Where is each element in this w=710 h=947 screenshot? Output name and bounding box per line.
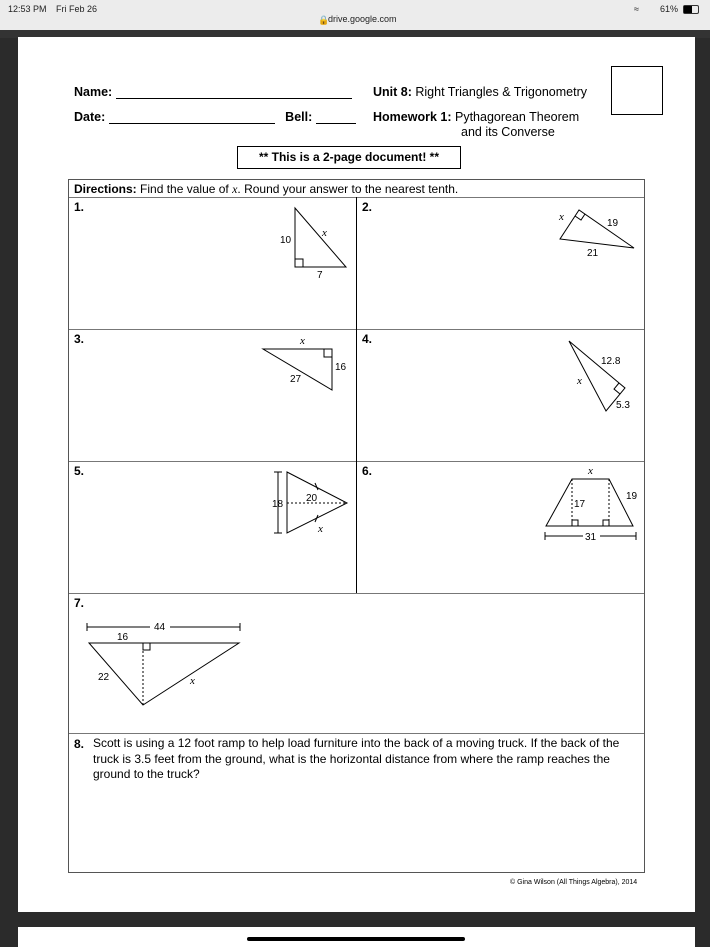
svg-text:44: 44 [154,622,166,633]
svg-text:x: x [559,211,564,223]
problem-3-number: 3. [74,332,85,346]
unit-title: Unit 8: Right Triangles & Trigonometry [373,85,587,99]
battery-percent: 61% [660,4,679,14]
svg-text:x: x [588,465,593,477]
lock-icon: 🔒 [318,15,330,25]
svg-text:27: 27 [290,374,302,385]
problem-5-number: 5. [74,464,85,478]
svg-text:x: x [318,523,323,535]
problem-1-number: 1. [74,200,85,214]
problem-8-number: 8. [74,737,85,751]
svg-text:22: 22 [98,672,110,683]
homework-subtitle: and its Converse [461,125,555,139]
svg-text:5.3: 5.3 [616,400,630,411]
svg-text:16: 16 [117,632,129,643]
status-time: 12:53 PM [8,4,47,14]
homework-title: Homework 1: Pythagorean Theorem [373,110,580,124]
copyright: © Gina Wilson (All Things Algebra), 2014 [510,879,638,886]
svg-text:17: 17 [574,499,586,510]
svg-text:7: 7 [317,270,323,281]
problem-7-number: 7. [74,596,85,610]
status-date: Fri Feb 26 [56,4,98,14]
svg-text:21: 21 [587,248,599,259]
figure-1-triangle [280,208,346,281]
url-bar[interactable]: drive.google.com [328,14,397,24]
svg-text:12.8: 12.8 [601,356,621,367]
figure-4-triangle [569,341,630,411]
svg-text:18: 18 [272,499,284,510]
svg-text:19: 19 [607,218,619,229]
figure-3-triangle [263,335,347,390]
problem-2-number: 2. [362,200,373,214]
name-field: Name: [74,85,352,99]
figure-7-triangle [87,622,240,705]
wifi-icon: ≈ [634,4,639,14]
problem-4-number: 4. [362,332,373,346]
date-field: Date: Bell: [74,110,356,124]
notice-box: ** This is a 2-page document! ** [237,146,461,169]
svg-text:x: x [577,375,582,387]
directions: Directions: Find the value of x. Round your answer to the nearest tenth. [74,182,459,196]
svg-text:10: 10 [280,235,292,246]
problem-6-number: 6. [362,464,373,478]
svg-text:16: 16 [335,362,347,373]
figure-2-triangle [558,210,634,259]
figure-5-kite [272,472,347,535]
svg-text:x: x [322,227,327,239]
svg-text:x: x [300,335,305,347]
svg-text:x: x [190,675,195,687]
svg-text:20: 20 [306,493,318,504]
problem-8-text: Scott is using a 12 foot ramp to help load furniture into the back of a moving truck. If the back of the truck is 3.5 feet from the ground, what is the horizontal distance from where the ramp reaches the ground to the truck? [93,736,620,781]
svg-text:19: 19 [626,491,638,502]
figure-6-trapezoid [545,465,638,543]
svg-text:31: 31 [585,532,597,543]
